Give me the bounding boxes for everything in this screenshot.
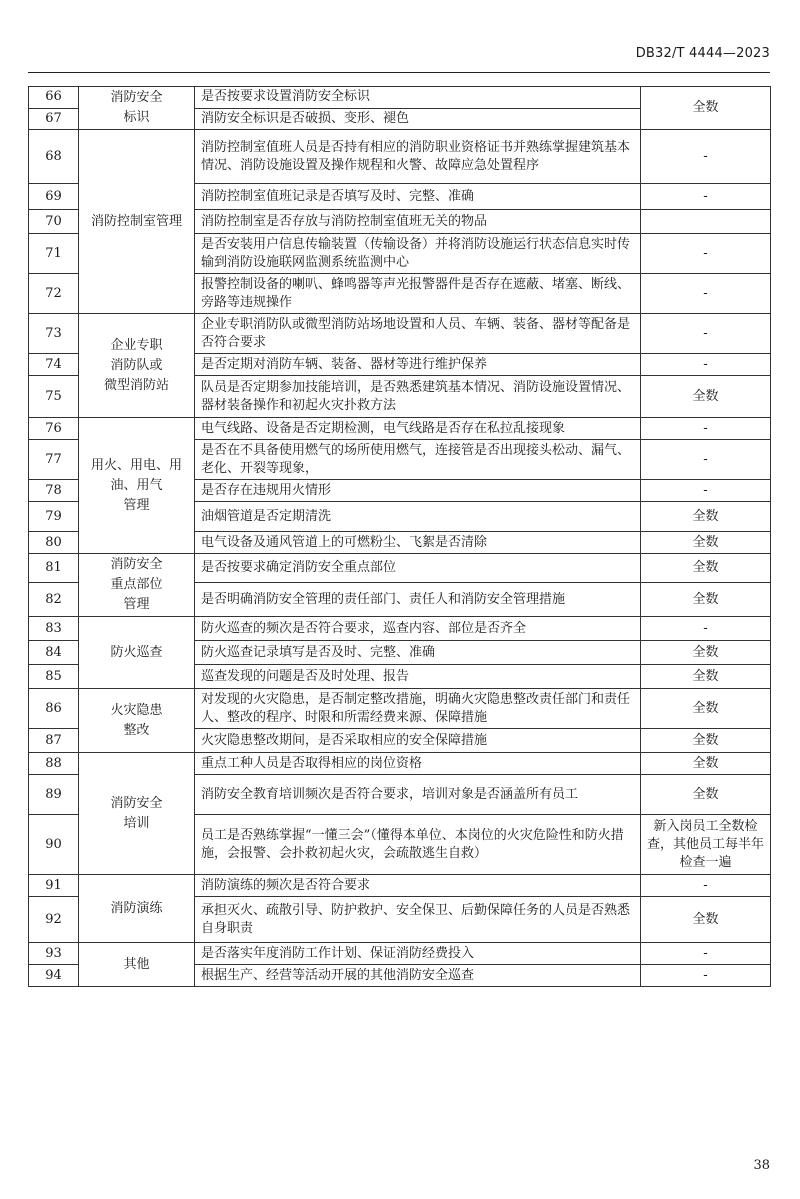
- category-cell: 用火、用电、用 油、用气 管理: [79, 418, 195, 554]
- row-number: 81: [29, 554, 79, 583]
- row-number: 85: [29, 665, 79, 689]
- table-row: [29, 875, 771, 897]
- row-number: 76: [29, 418, 79, 440]
- check-item: 消防演练的频次是否符合要求: [195, 875, 641, 897]
- check-frequency: -: [641, 274, 771, 314]
- inspection-table-body: [29, 87, 771, 987]
- check-item: 消防控制室是否存放与消防控制室值班无关的物品: [195, 210, 641, 234]
- check-frequency: 全数: [641, 665, 771, 689]
- check-frequency: -: [641, 480, 771, 502]
- check-frequency: 全数: [641, 532, 771, 554]
- check-item: 火灾隐患整改期间，是否采取相应的安全保障措施: [195, 729, 641, 753]
- row-number: 69: [29, 184, 79, 210]
- category-cell: 火灾隐患 整改: [79, 689, 195, 753]
- check-frequency: [641, 210, 771, 234]
- check-frequency: 全数: [641, 502, 771, 532]
- check-item: 油烟管道是否定期清洗: [195, 502, 641, 532]
- category-cell: 消防安全 重点部位 管理: [79, 554, 195, 617]
- row-number: 88: [29, 753, 79, 775]
- check-frequency: 全数: [641, 897, 771, 943]
- row-number: 92: [29, 897, 79, 943]
- check-frequency: 全数: [641, 87, 771, 130]
- row-number: 75: [29, 376, 79, 418]
- check-frequency: 全数: [641, 641, 771, 665]
- check-item: 巡查发现的问题是否及时处理、报告: [195, 665, 641, 689]
- check-item: 消防安全教育培训频次是否符合要求，培训对象是否涵盖所有员工: [195, 775, 641, 815]
- row-number: 68: [29, 130, 79, 184]
- category-cell: 其他: [79, 943, 195, 987]
- document-code: DB32/T 4444—2023: [635, 46, 770, 61]
- row-number: 70: [29, 210, 79, 234]
- check-item: 是否明确消防安全管理的责任部门、责任人和消防安全管理措施: [195, 583, 641, 617]
- row-number: 91: [29, 875, 79, 897]
- category-cell: 企业专职 消防队或 微型消防站: [79, 314, 195, 418]
- check-frequency: -: [641, 943, 771, 965]
- row-number: 86: [29, 689, 79, 729]
- row-number: 83: [29, 617, 79, 641]
- check-frequency: 全数: [641, 689, 771, 729]
- check-item: 消防控制室值班人员是否持有相应的消防职业资格证书并熟练掌握建筑基本情况、消防设施设置及操作规程和火警、故障应急处置程序: [195, 130, 641, 184]
- table-row: [29, 418, 771, 440]
- row-number: 90: [29, 815, 79, 875]
- row-number: 87: [29, 729, 79, 753]
- check-frequency: -: [641, 440, 771, 480]
- check-item: 是否存在违规用火情形: [195, 480, 641, 502]
- check-frequency: -: [641, 130, 771, 184]
- check-frequency: 全数: [641, 554, 771, 583]
- check-frequency: -: [641, 234, 771, 274]
- row-number: 73: [29, 314, 79, 354]
- check-item: 消防安全标识是否破损、变形、褪色: [195, 108, 641, 130]
- check-frequency: -: [641, 617, 771, 641]
- check-item: 队员是否定期参加技能培训，是否熟悉建筑基本情况、消防设施设置情况、器材装备操作和初起火灾扑救方法: [195, 376, 641, 418]
- table-row: [29, 617, 771, 641]
- check-item: 员工是否熟练掌握“一懂三会”（懂得本单位、本岗位的火灾危险性和防火措施，会报警、会扑救初起火灾，会疏散逃生自救）: [195, 815, 641, 875]
- check-item: 重点工种人员是否取得相应的岗位资格: [195, 753, 641, 775]
- check-item: 电气设备及通风管道上的可燃粉尘、飞絮是否清除: [195, 532, 641, 554]
- row-number: 72: [29, 274, 79, 314]
- row-number: 77: [29, 440, 79, 480]
- row-number: 94: [29, 965, 79, 987]
- row-number: 78: [29, 480, 79, 502]
- table-row: [29, 753, 771, 775]
- check-frequency: -: [641, 314, 771, 354]
- category-cell: 消防控制室管理: [79, 130, 195, 314]
- check-item: 企业专职消防队或微型消防站场地设置和人员、车辆、装备、器材等配备是否符合要求: [195, 314, 641, 354]
- table-row: [29, 314, 771, 354]
- check-frequency: 新入岗员工全数检查，其他员工每半年检查一遍: [641, 815, 771, 875]
- check-item: 是否在不具备使用燃气的场所使用燃气，连接管是否出现接头松动、漏气、老化、开裂等现象，: [195, 440, 641, 480]
- check-item: 是否定期对消防车辆、装备、器材等进行维护保养: [195, 354, 641, 376]
- row-number: 82: [29, 583, 79, 617]
- check-item: 报警控制设备的喇叭、蜂鸣器等声光报警器件是否存在遮蔽、堵塞、断线、旁路等违规操作: [195, 274, 641, 314]
- check-frequency: -: [641, 965, 771, 987]
- category-cell: 消防安全 标识: [79, 87, 195, 130]
- check-frequency: 全数: [641, 729, 771, 753]
- check-item: 根据生产、经营等活动开展的其他消防安全巡查: [195, 965, 641, 987]
- row-number: 84: [29, 641, 79, 665]
- table-row: [29, 554, 771, 583]
- row-number: 74: [29, 354, 79, 376]
- row-number: 89: [29, 775, 79, 815]
- row-number: 71: [29, 234, 79, 274]
- check-frequency: 全数: [641, 583, 771, 617]
- check-item: 是否按要求确定消防安全重点部位: [195, 554, 641, 583]
- table-row: [29, 689, 771, 729]
- row-number: 80: [29, 532, 79, 554]
- header-rule: [28, 72, 770, 73]
- check-frequency: -: [641, 875, 771, 897]
- check-item: 对发现的火灾隐患，是否制定整改措施，明确火灾隐患整改责任部门和责任人、整改的程序、时限和所需经费来源、保障措施: [195, 689, 641, 729]
- check-item: 防火巡查记录填写是否及时、完整、准确: [195, 641, 641, 665]
- check-item: 是否落实年度消防工作计划、保证消防经费投入: [195, 943, 641, 965]
- table-row: [29, 87, 771, 109]
- table-row: [29, 943, 771, 965]
- row-number: 66: [29, 87, 79, 109]
- check-frequency: 全数: [641, 753, 771, 775]
- check-frequency: -: [641, 354, 771, 376]
- row-number: 67: [29, 108, 79, 130]
- check-item: 防火巡查的频次是否符合要求，巡查内容、部位是否齐全: [195, 617, 641, 641]
- category-cell: 消防演练: [79, 875, 195, 943]
- row-number: 79: [29, 502, 79, 532]
- category-cell: 防火巡查: [79, 617, 195, 689]
- check-frequency: 全数: [641, 376, 771, 418]
- category-cell: 消防安全 培训: [79, 753, 195, 875]
- check-item: 电气线路、设备是否定期检测，电气线路是否存在私拉乱接现象: [195, 418, 641, 440]
- check-frequency: -: [641, 418, 771, 440]
- page-number: 38: [753, 1158, 770, 1173]
- check-item: 消防控制室值班记录是否填写及时、完整、准确: [195, 184, 641, 210]
- check-item: 是否安装用户信息传输装置（传输设备）并将消防设施运行状态信息实时传输到消防设施联网监测系统监测中心: [195, 234, 641, 274]
- row-number: 93: [29, 943, 79, 965]
- check-frequency: 全数: [641, 775, 771, 815]
- check-frequency: -: [641, 184, 771, 210]
- table-row: [29, 130, 771, 184]
- check-item: 是否按要求设置消防安全标识: [195, 87, 641, 109]
- check-item: 承担灭火、疏散引导、防护救护、安全保卫、后勤保障任务的人员是否熟悉自身职责: [195, 897, 641, 943]
- inspection-table: [28, 86, 771, 987]
